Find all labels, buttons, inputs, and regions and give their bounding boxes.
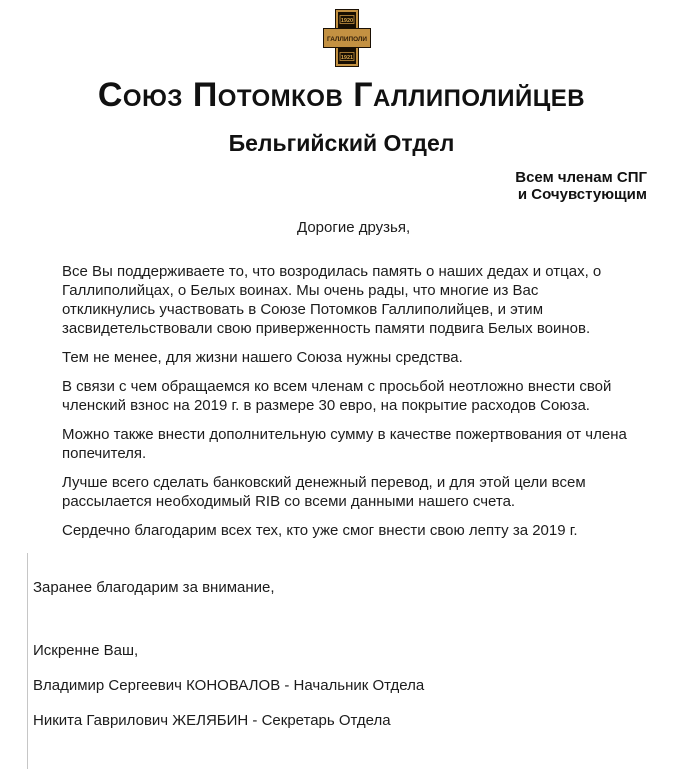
paragraph-support: Все Вы поддерживаете то, что возродилась память о наших дедах и отцах, о Галлиполийцах, о Белых воинах. Мы очень рады, что многие из Вас откликнулись участвовать в Союзе Потомков Галлиполийцев, и этим засвидетельствовали свою приверженность памяти подвига Белых воинов.	[62, 263, 602, 337]
paragraph-bank-transfer: Лучше всего сделать банковский денежный перевод, и для этой цели всем рассылается необходимый RIB со всеми данными нашего счета.	[62, 474, 586, 510]
recipient-block	[515, 169, 647, 203]
paragraph-funds-needed: Тем не менее, для жизни нашего Союза нужны средства.	[62, 349, 463, 366]
letter-body	[62, 262, 632, 550]
signature-chief: Владимир Сергеевич КОНОВАЛОВ - Начальник Отдела	[33, 677, 425, 694]
logo-label: ГАЛЛИПОЛИ	[327, 36, 367, 43]
signoff-line: Искренне Ваш,	[33, 642, 139, 659]
branch-subtitle: Бельгийский Отдел	[228, 130, 455, 156]
org-title: Союз Потомков Галлиполийцев	[97, 76, 586, 114]
left-margin-rule	[27, 553, 28, 769]
logo-bottom-year: 1921	[340, 54, 354, 61]
paragraph-membership-fee: В связи с чем обращаемся ко всем членам с просьбой неотложно внести свой членский взнос на 2019 г. в размере 30 евро, на покрытие расходов Союза.	[62, 378, 612, 414]
closing-line: Заранее благодарим за внимание,	[33, 579, 275, 596]
signature-secretary: Никита Гаврилович ЖЕЛЯБИН - Секретарь Отдела	[33, 712, 391, 729]
salutation: Дорогие друзья,	[297, 219, 411, 236]
recipient-line-1: Всем членам СПГ	[515, 169, 647, 186]
paragraph-thanks: Сердечно благодарим всех тех, кто уже смог внести свою лепту за 2019 г.	[62, 522, 578, 539]
logo-top-year: 1920	[340, 17, 354, 24]
recipient-line-2: и Сочувстующим	[517, 186, 647, 203]
gallipoli-cross-icon	[323, 9, 371, 67]
paragraph-donation: Можно также внести дополнительную сумму в качестве пожертвования от члена попечителя.	[62, 426, 627, 462]
